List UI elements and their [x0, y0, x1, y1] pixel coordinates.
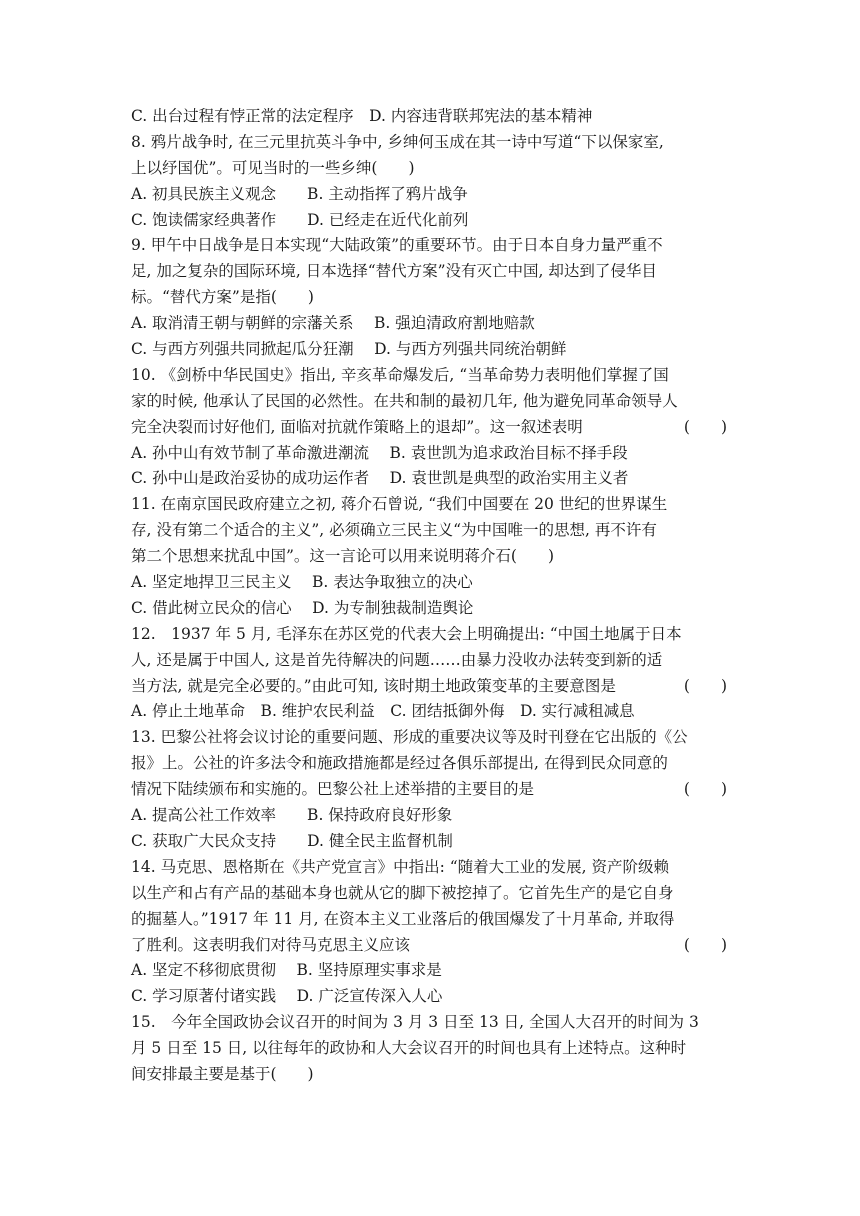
question-text: 的掘墓人。”1917 年 11 月, 在资本主义工业落后的俄国爆发了十月革命, 并取得 [131, 909, 675, 928]
question-text: A. 停止土地革命 B. 维护农民利益 C. 团结抵御外侮 D. 实行减租减息 [131, 702, 635, 721]
question-line [131, 285, 731, 311]
question-text: 10. 《剑桥中华民国史》指出, 辛亥革命爆发后, “当革命势力表明他们掌握了国 [131, 365, 669, 384]
question-line [131, 596, 731, 622]
question-line [131, 130, 731, 156]
question-line [131, 699, 731, 725]
answer-bracket: ( ) [683, 935, 727, 954]
question-line [131, 415, 731, 441]
question-line [131, 829, 731, 855]
question-line [131, 518, 731, 544]
question-text: 完全决裂而讨好他们, 面临对抗就作策略上的退却”。这一叙述表明 [131, 417, 583, 436]
answer-bracket: ( ) [683, 780, 727, 799]
question-text: 11. 在南京国民政府建立之初, 蒋介石曾说, “我们中国要在 20 世纪的世界谋生 [131, 495, 668, 514]
question-text: 间安排最主要是基于( ) [131, 1064, 314, 1083]
question-line [131, 311, 731, 337]
question-line [131, 182, 731, 208]
question-line [131, 466, 731, 492]
question-line [131, 492, 731, 518]
question-line [131, 1010, 731, 1036]
question-line [131, 156, 731, 182]
question-text: 第二个思想来扰乱中国”。这一言论可以用来说明蒋介石( ) [131, 547, 555, 566]
question-line [131, 777, 731, 803]
question-block [131, 622, 731, 726]
question-line [131, 570, 731, 596]
question-line [131, 1062, 731, 1088]
question-block [131, 492, 731, 621]
question-block [131, 233, 731, 362]
question-text: 了胜利。这表明我们对待马克思主义应该 [131, 935, 411, 954]
question-line [131, 104, 731, 130]
question-line [131, 544, 731, 570]
question-text: 标。“替代方案”是指( ) [131, 288, 314, 307]
question-line [131, 259, 731, 285]
question-block [131, 855, 731, 1010]
question-text: 以生产和占有产品的基础本身也就从它的脚下被挖掉了。它首先生产的是它自身 [131, 883, 674, 902]
question-line [131, 337, 731, 363]
question-line [131, 441, 731, 467]
question-block [131, 1010, 731, 1088]
question-line [131, 389, 731, 415]
question-text: 当方法, 就是完全必要的。”由此可知, 该时期土地政策变革的主要意图是 [131, 676, 616, 695]
question-line [131, 233, 731, 259]
question-line [131, 751, 731, 777]
question-text: 8. 鸦片战争时, 在三元里抗英斗争中, 乡绅何玉成在其一诗中写道“下以保家室, [131, 132, 664, 151]
question-text: A. 孙中山有效节制了革命激进潮流 B. 袁世凯为追求政治目标不择手段 [131, 443, 628, 462]
question-text: 足, 加之复杂的国际环境, 日本选择“替代方案”没有灭亡中国, 却达到了侵华目 [131, 262, 657, 281]
question-text: 存, 没有第二个适合的主义”, 必须确立三民主义“为中国唯一的思想, 再不许有 [131, 521, 657, 540]
question-text: A. 提高公社工作效率 B. 保持政府良好形象 [131, 806, 453, 825]
question-list [131, 104, 731, 1088]
question-text: 人, 还是属于中国人, 这是首先待解决的问题……由暴力没收办法转变到新的适 [131, 650, 663, 669]
question-text: 13. 巴黎公社将会议讨论的重要问题、形成的重要决议等及时刊登在它出版的《公 [131, 728, 688, 747]
question-text: 报》上。公社的许多法令和施政措施都是经过各俱乐部提出, 在得到民众同意的 [131, 754, 668, 773]
question-line [131, 622, 731, 648]
question-text: 家的时候, 他承认了民国的必然性。在共和制的最初几年, 他为避免同革命领导人 [131, 391, 678, 410]
question-text: 月 5 日至 15 日, 以往每年的政协和人大会议召开的时间也具有上述特点。这种时 [131, 1039, 687, 1058]
question-text: A. 初具民族主义观念 B. 主动指挥了鸦片战争 [131, 184, 468, 203]
question-line [131, 208, 731, 234]
question-line [131, 958, 731, 984]
question-text: C. 出台过程有悖正常的法定程序 D. 内容违背联邦宪法的基本精神 [131, 107, 593, 125]
question-text: A. 坚定地捍卫三民主义 B. 表达争取独立的决心 [131, 573, 473, 592]
question-text: C. 孙中山是政治妥协的成功运作者 D. 袁世凯是典型的政治实用主义者 [131, 469, 629, 488]
question-line [131, 907, 731, 933]
question-text: A. 取消清王朝与朝鲜的宗藩关系 B. 强迫清政府割地赔款 [131, 314, 535, 333]
question-block [131, 725, 731, 854]
question-line [131, 881, 731, 907]
question-text: C. 借此树立民众的信心 D. 为专制独裁制造舆论 [131, 598, 474, 617]
question-text: C. 与西方列强共同掀起瓜分狂潮 D. 与西方列强共同统治朝鲜 [131, 340, 567, 359]
question-text: 12. 1937 年 5 月, 毛泽东在苏区党的代表大会上明确提出: “中国土地属于日本 [131, 624, 682, 643]
question-line [131, 984, 731, 1010]
answer-bracket: ( ) [683, 417, 727, 436]
question-line [131, 363, 731, 389]
question-line [131, 855, 731, 881]
question-block [131, 104, 731, 130]
question-text: 14. 马克思、恩格斯在《共产党宣言》中指出: “随着大工业的发展, 资产阶级赖 [131, 857, 670, 876]
question-line [131, 725, 731, 751]
question-block [131, 130, 731, 234]
question-text: 9. 甲午中日战争是日本实现“大陆政策”的重要环节。由于日本自身力量严重不 [131, 236, 663, 255]
question-text: C. 学习原著付诸实践 D. 广泛宣传深入人心 [131, 987, 443, 1006]
question-line [131, 933, 731, 959]
question-line [131, 648, 731, 674]
question-line [131, 674, 731, 700]
question-block [131, 363, 731, 492]
question-text: 上以纾国优”。可见当时的一些乡绅( ) [131, 158, 415, 177]
question-line [131, 803, 731, 829]
question-text: C. 饱读儒家经典著作 D. 已经走在近代化前列 [131, 210, 469, 229]
question-line [131, 1036, 731, 1062]
question-text: C. 获取广大民众支持 D. 健全民主监督机制 [131, 831, 453, 850]
question-text: 15. 今年全国政协会议召开的时间为 3 月 3 日至 13 日, 全国人大召开的时间为 3 [131, 1013, 699, 1032]
answer-bracket: ( ) [683, 676, 727, 695]
question-text: A. 坚定不移彻底贯彻 B. 坚持原理实事求是 [131, 961, 442, 980]
question-text: 情况下陆续颁布和实施的。巴黎公社上述举措的主要目的是 [131, 780, 535, 799]
